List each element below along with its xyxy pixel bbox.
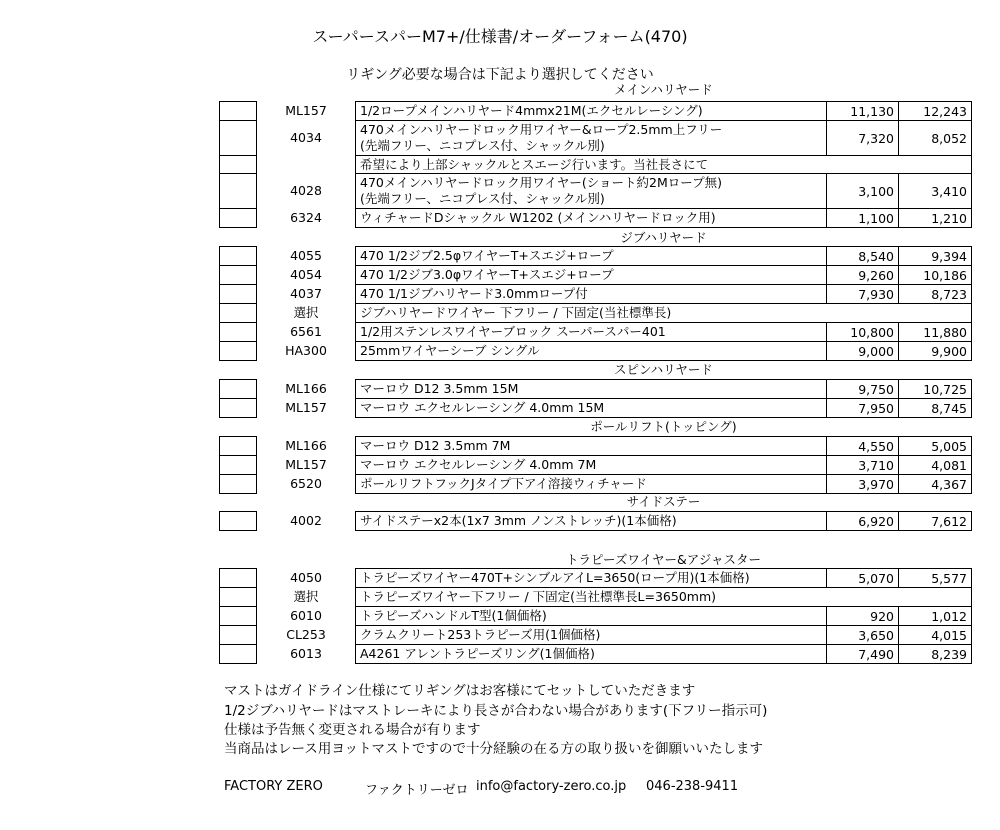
price-inc-tax: 8,052: [898, 121, 973, 155]
description-line: マーロウ エクセルレーシング 4.0mm 7M: [360, 457, 597, 472]
description-line: 470 1/2ジブ3.0φワイヤーT+スエジ+ロープ: [360, 267, 614, 282]
price-ex-tax: 9,750: [826, 380, 898, 398]
order-checkbox[interactable]: [219, 455, 257, 475]
description-line: トラピーズワイヤー470T+シンブルアイL=3650(ロープ用)(1本価格): [360, 570, 750, 585]
order-checkbox[interactable]: [219, 120, 257, 156]
product-code: ML157: [285, 457, 327, 472]
product-code: ML166: [285, 381, 327, 396]
price-inc-tax: 1,012: [898, 607, 973, 625]
company-name-en: FACTORY ZERO: [224, 779, 323, 794]
order-checkbox[interactable]: [219, 644, 257, 664]
product-code: 4034: [290, 130, 322, 145]
section-main-halyard: メインハリヤード: [614, 82, 713, 97]
product-code: ML157: [285, 400, 327, 415]
price-ex-tax: 7,950: [826, 399, 898, 417]
product-row: [355, 398, 972, 418]
product-description: [360, 569, 750, 587]
price-inc-tax: 11,880: [898, 323, 973, 341]
price-inc-tax: 10,186: [898, 266, 973, 284]
price-inc-tax: 9,394: [898, 247, 973, 265]
price-inc-tax: 1,210: [898, 209, 973, 227]
product-description: [360, 645, 595, 663]
product-code: 4054: [290, 267, 322, 282]
product-description: [360, 174, 722, 208]
section-side-stay: サイドステー: [626, 494, 701, 509]
description-line: マーロウ エクセルレーシング 4.0mm 15M: [360, 400, 605, 415]
description-line: A4261 アレントラピーズリング(1個価格): [360, 646, 595, 661]
instruction-text: リギング必要な場合は下記より選択してください: [346, 67, 654, 83]
price-ex-tax: 3,650: [826, 626, 898, 644]
price-inc-tax: 5,577: [898, 569, 973, 587]
product-description: [360, 304, 671, 322]
order-checkbox[interactable]: [219, 587, 257, 607]
product-row: [355, 303, 972, 323]
price-ex-tax: 3,710: [826, 456, 898, 474]
price-ex-tax: 11,130: [826, 102, 898, 120]
product-description: [360, 456, 596, 474]
contact-phone: 046-238-9411: [646, 779, 739, 794]
price-inc-tax: 8,239: [898, 645, 973, 663]
description-line: トラピーズワイヤー下フリー / 下固定(当社標準長L=3650mm): [360, 589, 717, 604]
description-line: ポールリフトフックJタイプ下アイ溶接ウィチャード: [360, 476, 647, 491]
description-line: (先端フリー、ニコプレス付、シャックル別): [360, 138, 605, 153]
note-line: 当商品はレース用ヨットマストですので十分経験の在る方の取り扱いを御願いいたします: [224, 741, 764, 757]
order-checkbox[interactable]: [219, 303, 257, 323]
description-line: クラムクリート253トラピーズ用(1個価格): [360, 627, 601, 642]
description-line: トラピーズハンドルT型(1個価格): [360, 608, 547, 623]
section-trapeze: トラピーズワイヤー&アジャスター: [566, 552, 761, 567]
price-ex-tax: 9,000: [826, 342, 898, 360]
product-row: [355, 265, 972, 285]
product-row: [355, 341, 972, 361]
order-checkbox[interactable]: [219, 101, 257, 121]
product-row: [355, 246, 972, 266]
order-checkbox[interactable]: [219, 265, 257, 285]
product-description: [360, 626, 600, 644]
price-ex-tax: 3,100: [826, 174, 898, 208]
product-description: [360, 437, 510, 455]
product-code: 6561: [290, 324, 322, 339]
description-line: 470 1/2ジブ2.5φワイヤーT+スエジ+ロープ: [360, 248, 614, 263]
product-description: [360, 607, 547, 625]
product-row: [355, 606, 972, 626]
price-ex-tax: 920: [826, 607, 898, 625]
order-checkbox[interactable]: [219, 322, 257, 342]
product-row: [355, 101, 972, 121]
price-ex-tax: 9,260: [826, 266, 898, 284]
product-row: [355, 587, 972, 607]
product-code: 4002: [290, 513, 322, 528]
order-checkbox[interactable]: [219, 398, 257, 418]
product-row: [355, 120, 972, 156]
order-checkbox[interactable]: [219, 155, 257, 174]
price-ex-tax: 7,490: [826, 645, 898, 663]
product-row: [355, 511, 972, 531]
price-inc-tax: 4,015: [898, 626, 973, 644]
product-row: [355, 568, 972, 588]
product-description: [360, 399, 604, 417]
product-row: [355, 284, 972, 304]
price-inc-tax: 4,367: [898, 475, 973, 493]
order-checkbox[interactable]: [219, 284, 257, 304]
product-code: ML157: [285, 103, 327, 118]
page-title: スーパースパーM7+/仕様書/オーダーフォーム(470): [312, 27, 688, 46]
product-row: [355, 379, 972, 399]
order-checkbox[interactable]: [219, 474, 257, 494]
order-checkbox[interactable]: [219, 173, 257, 209]
order-checkbox[interactable]: [219, 606, 257, 626]
description-line: 470メインハリヤードロック用ワイヤー&ロープ2.5mm上フリー: [360, 122, 723, 137]
description-line: 470メインハリヤードロック用ワイヤー(ショート約2Mロープ無): [360, 175, 722, 190]
product-code: 6324: [290, 210, 322, 225]
description-line: ウィチャードDシャックル W1202 (メインハリヤードロック用): [360, 210, 716, 225]
product-code: HA300: [285, 343, 327, 358]
order-checkbox[interactable]: [219, 625, 257, 645]
price-ex-tax: 7,320: [826, 121, 898, 155]
price-inc-tax: 8,745: [898, 399, 973, 417]
product-row: [355, 322, 972, 342]
order-checkbox[interactable]: [219, 511, 257, 531]
order-checkbox[interactable]: [219, 341, 257, 361]
order-checkbox[interactable]: [219, 246, 257, 266]
product-description: [360, 323, 666, 341]
price-ex-tax: 8,540: [826, 247, 898, 265]
order-checkbox[interactable]: [219, 568, 257, 588]
description-line: 希望により上部シャックルとスエージ行います。当社長さにて: [360, 156, 709, 172]
price-inc-tax: 3,410: [898, 174, 973, 208]
price-inc-tax: 9,900: [898, 342, 973, 360]
company-name-ja: ファクトリーゼロ: [365, 783, 469, 798]
price-ex-tax: 7,930: [826, 285, 898, 303]
product-description: [360, 285, 588, 303]
product-description: [360, 475, 647, 493]
description-line: マーロウ D12 3.5mm 7M: [360, 438, 511, 453]
order-checkbox[interactable]: [219, 208, 257, 228]
contact-email: info@factory-zero.co.jp: [476, 779, 627, 794]
product-code: 4037: [290, 286, 322, 301]
product-row: [355, 644, 972, 664]
product-row: [355, 155, 972, 174]
note-line: マストはガイドライン仕様にてリギングはお客様にてセットしていただきます: [224, 683, 696, 699]
price-inc-tax: 4,081: [898, 456, 973, 474]
price-inc-tax: 10,725: [898, 380, 973, 398]
product-code: 選択: [293, 305, 319, 320]
product-description: [360, 121, 722, 155]
product-code: CL253: [286, 627, 326, 642]
price-ex-tax: 6,920: [826, 512, 898, 530]
product-description: [360, 512, 677, 530]
product-description: [360, 156, 708, 173]
product-description: [360, 102, 703, 120]
price-ex-tax: 1,100: [826, 209, 898, 227]
product-code: 4050: [290, 570, 322, 585]
product-description: [360, 380, 518, 398]
section-pole-lift: ポールリフト(トッピング): [590, 419, 737, 434]
description-line: (先端フリー、ニコプレス付、シャックル別): [360, 191, 605, 206]
product-row: [355, 625, 972, 645]
description-line: ジブハリヤードワイヤー 下フリー / 下固定(当社標準長): [360, 305, 672, 320]
product-description: [360, 247, 614, 265]
product-row: [355, 436, 972, 456]
product-code: 6520: [290, 476, 322, 491]
price-ex-tax: 4,550: [826, 437, 898, 455]
product-row: [355, 208, 972, 228]
product-code: 4055: [290, 248, 322, 263]
product-code: 6013: [290, 646, 322, 661]
price-inc-tax: 5,005: [898, 437, 973, 455]
product-description: [360, 266, 614, 284]
price-inc-tax: 8,723: [898, 285, 973, 303]
product-row: [355, 173, 972, 209]
product-description: [360, 342, 540, 360]
section-spin-halyard: スピンハリヤード: [614, 362, 713, 377]
product-code: [270, 155, 342, 173]
description-line: マーロウ D12 3.5mm 15M: [360, 381, 519, 396]
description-line: 1/2用ステンレスワイヤーブロック スーパースパー401: [360, 324, 666, 339]
note-line: 1/2ジブハリヤードはマストレーキにより長さが合わない場合があります(下フリー指示可): [224, 703, 768, 719]
price-inc-tax: 7,612: [898, 512, 973, 530]
description-line: 1/2ロープメインハリヤード4mmx21M(エクセルレーシング): [360, 103, 703, 118]
note-line: 仕様は予告無く変更される場合が有ります: [224, 722, 481, 738]
product-row: [355, 455, 972, 475]
product-description: [360, 209, 716, 227]
price-ex-tax: 5,070: [826, 569, 898, 587]
price-ex-tax: 10,800: [826, 323, 898, 341]
product-description: [360, 588, 716, 606]
description-line: 470 1/1ジブハリヤード3.0mmロープ付: [360, 286, 588, 301]
product-code: ML166: [285, 438, 327, 453]
order-checkbox[interactable]: [219, 379, 257, 399]
section-jib-halyard: ジブハリヤード: [620, 230, 707, 245]
product-code: 4028: [290, 183, 322, 198]
description-line: サイドステーx2本(1x7 3mm ノンストレッチ)(1本価格): [360, 513, 677, 528]
order-checkbox[interactable]: [219, 436, 257, 456]
product-code: 6010: [290, 608, 322, 623]
product-row: [355, 474, 972, 494]
price-ex-tax: 3,970: [826, 475, 898, 493]
price-inc-tax: 12,243: [898, 102, 973, 120]
description-line: 25mmワイヤーシーブ シングル: [360, 343, 540, 358]
product-code: 選択: [293, 589, 319, 604]
